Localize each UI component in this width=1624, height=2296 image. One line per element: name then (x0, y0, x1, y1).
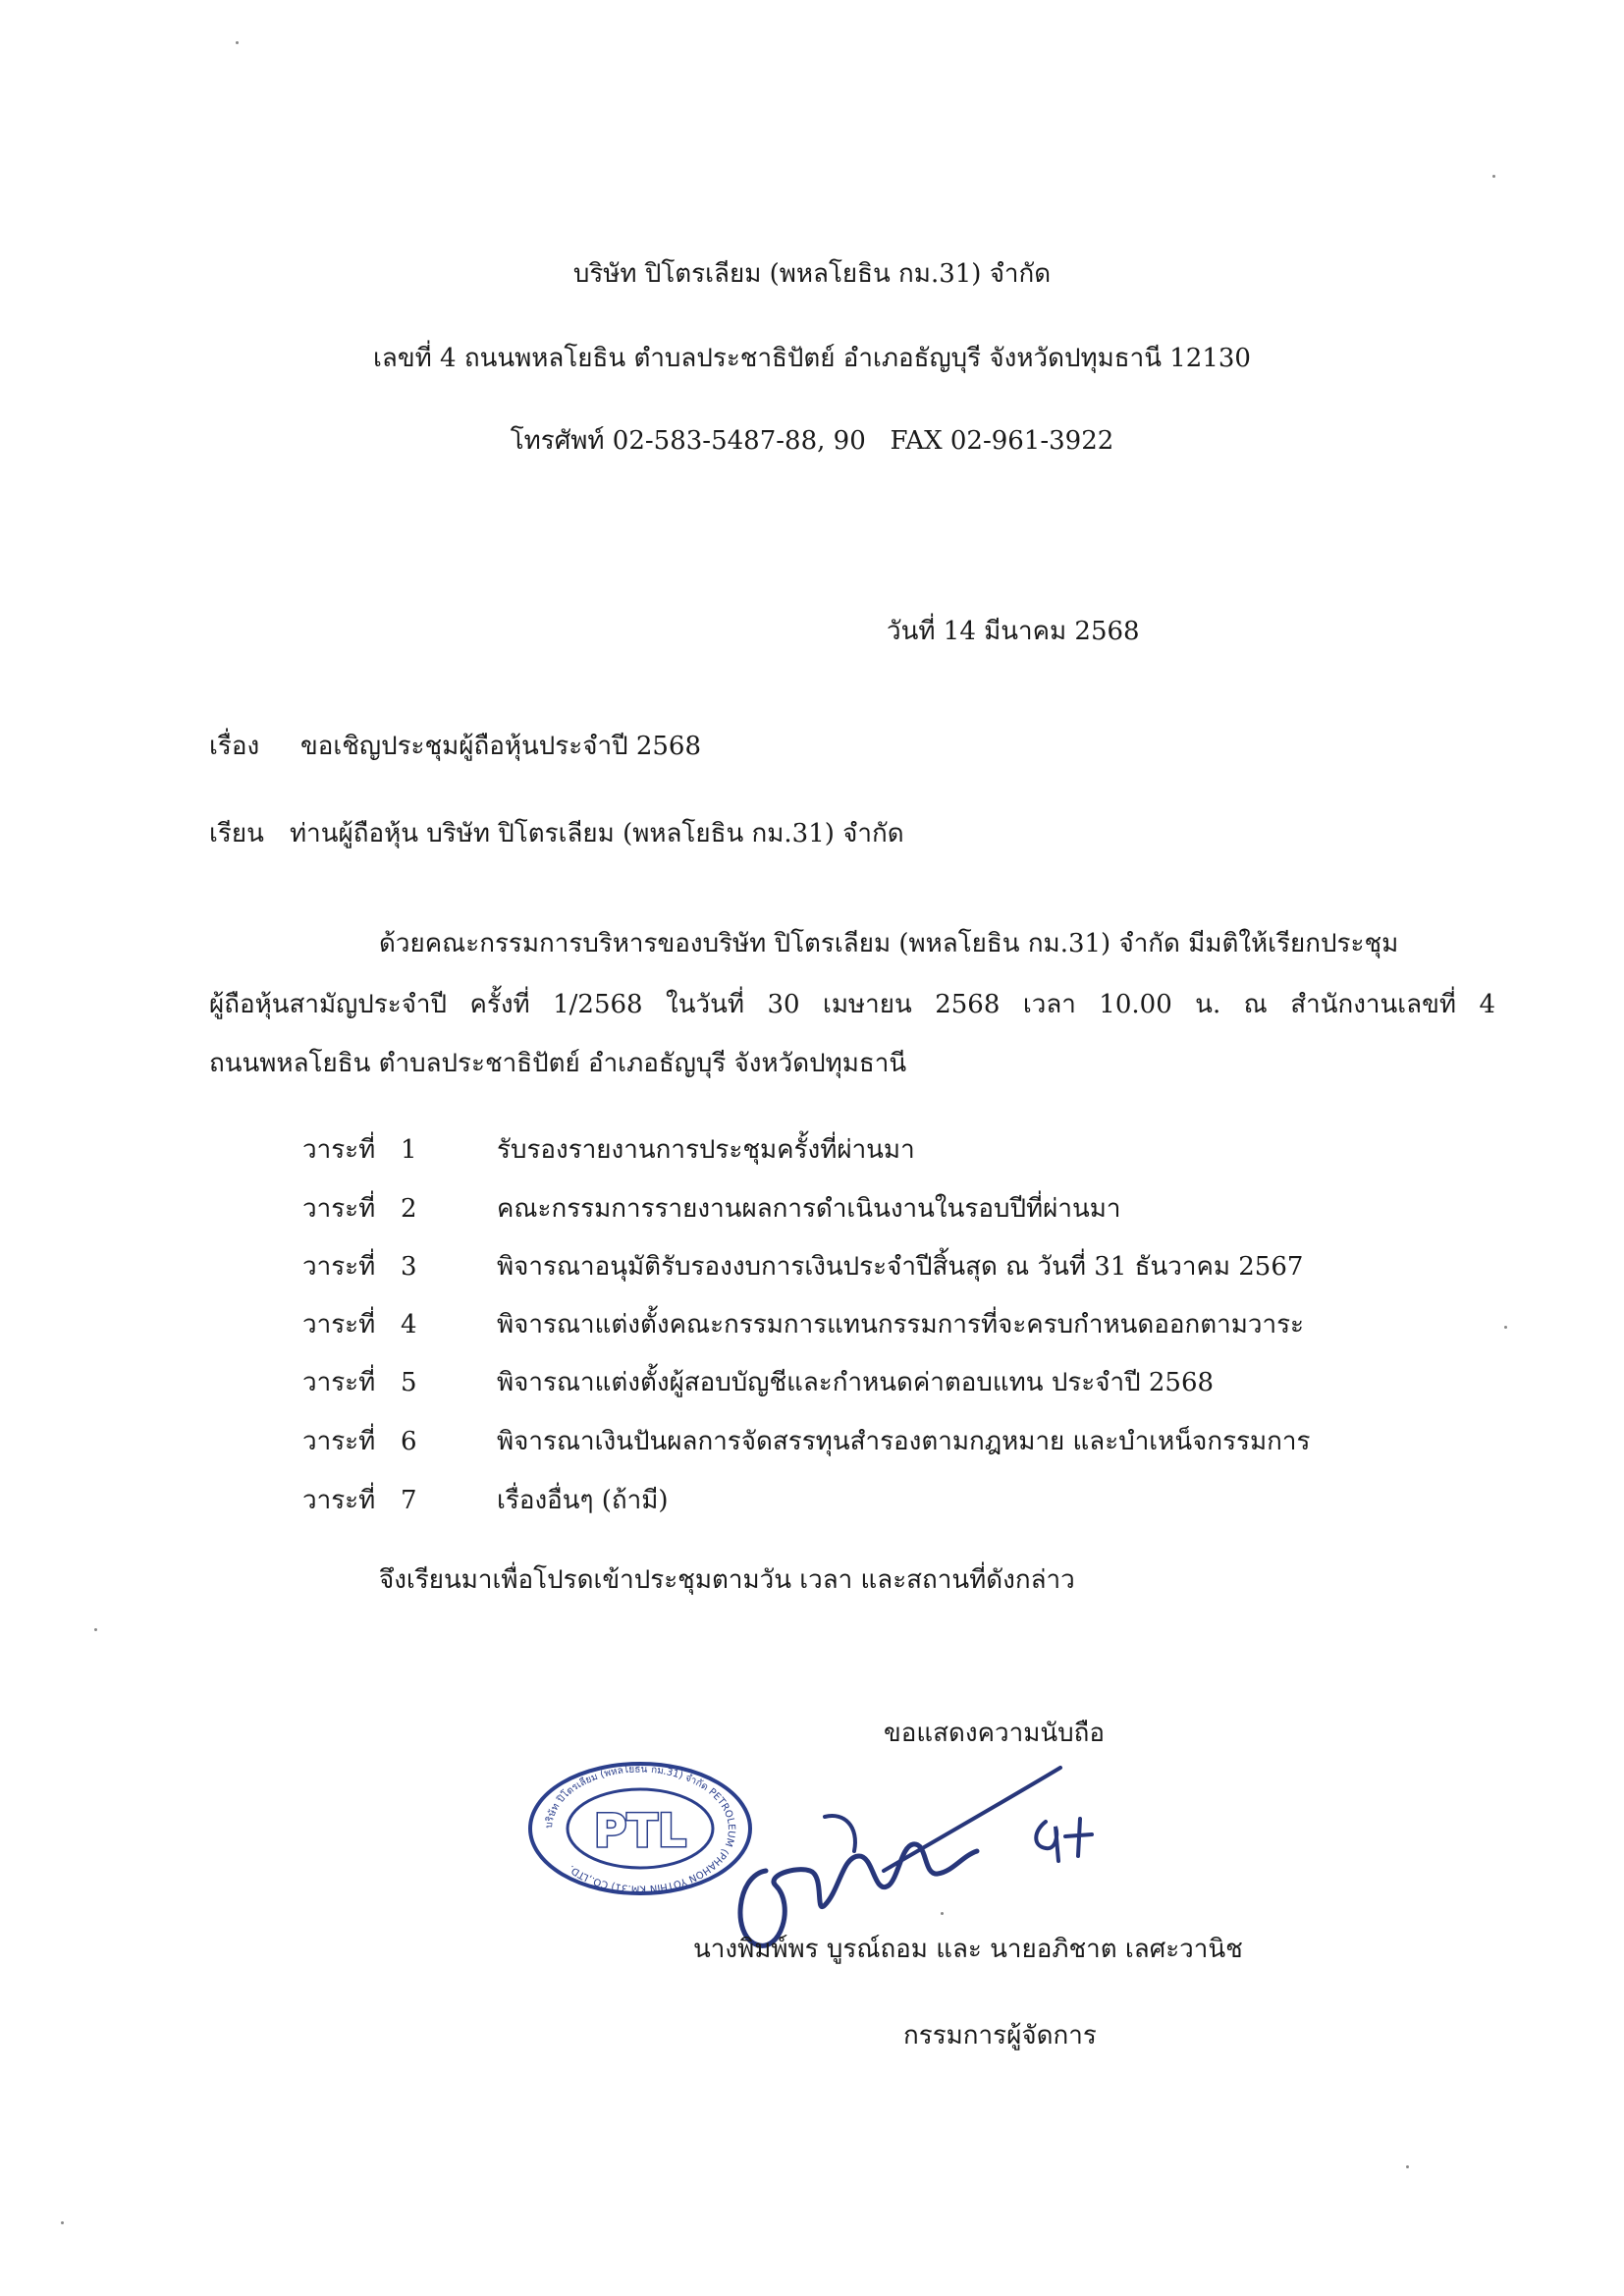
body-word: 10.00 (1099, 990, 1172, 1019)
agenda-label: วาระที่ (302, 1368, 376, 1397)
seal-ring-text: บริษัท ปิโตรเลียม (พหลโยธิน กม.31) จำกัด PETROLEUM (PHAHON YOTHIN KM.31) CO.,LTD. (543, 1764, 737, 1894)
agenda-label: วาระที่ (302, 1486, 376, 1515)
agenda-item (302, 1427, 1382, 1466)
agenda-item (302, 1486, 1382, 1525)
body-word: น. (1195, 990, 1221, 1019)
handwritten-signature (727, 1758, 1139, 1964)
signatory-names: นางพิมพ์พร บูรณ์ถอม และ นายอภิชาต เลศะวานิช (693, 1935, 1243, 1964)
body-line-1: ด้วยคณะกรรมการบริหารของบริษัท ปิโตรเลียม (พหลโยธิน กม.31) จำกัด มีมติให้เรียกประชุม (379, 929, 1399, 958)
body-word: เวลา (1022, 990, 1076, 1019)
subject-label: เรื่อง (209, 732, 260, 761)
agenda-label: วาระที่ (302, 1194, 376, 1224)
recipient-text: ท่านผู้ถือหุ้น บริษัท ปิโตรเลียม (พหลโยธิน กม.31) จำกัด (290, 819, 904, 848)
agenda-label: วาระที่ (302, 1310, 376, 1339)
closing-sentence: จึงเรียนมาเพื่อโปรดเข้าประชุมตามวัน เวลา และสถานที่ดังกล่าว (379, 1565, 1075, 1595)
agenda-text: พิจารณาอนุมัติรับรองงบการเงินประจำปีสิ้นสุด ณ วันที่ 31 ธันวาคม 2567 (497, 1252, 1304, 1282)
agenda-label: วาระที่ (302, 1427, 376, 1456)
body-word: 30 (767, 990, 800, 1019)
agenda-label: วาระที่ (302, 1135, 376, 1165)
recipient-label: เรียน (209, 819, 264, 848)
agenda-item (302, 1310, 1382, 1349)
company-name: บริษัท ปิโตรเลียม (พหลโยธิน กม.31) จำกัด (572, 259, 1052, 289)
body-word: เมษายน (823, 990, 912, 1019)
body-word: 2568 (935, 990, 1001, 1019)
scan-speck (61, 2221, 64, 2224)
agenda-text: พิจารณาแต่งตั้งผู้สอบบัญชีและกำหนดค่าตอบแทน ประจำปี 2568 (497, 1368, 1215, 1397)
regards: ขอแสดงความนับถือ (884, 1719, 1105, 1748)
seal-logo-text: PTL (593, 1804, 687, 1857)
scan-speck (1504, 1326, 1507, 1329)
agenda-item (302, 1194, 1382, 1233)
signature-stroke-second (1036, 1822, 1058, 1861)
signature-stroke-cross (1065, 1819, 1092, 1856)
letter-date: วันที่ 14 มีนาคม 2568 (887, 617, 1140, 646)
body-word: ผู้ถือหุ้นสามัญประจำปี (209, 990, 448, 1019)
agenda-number: 7 (401, 1486, 417, 1515)
agenda-text: พิจารณาเงินปันผลการจัดสรรทุนสำรองตามกฎหมาย และบำเหน็จกรรมการ (497, 1427, 1311, 1456)
scan-speck (236, 41, 239, 44)
body-line-3: ถนนพหลโยธิน ตำบลประชาธิปัตย์ อำเภอธัญบุรี จังหวัดปทุมธานี (209, 1049, 907, 1078)
body-line-2 (209, 990, 1495, 1020)
subject-text: ขอเชิญประชุมผู้ถือหุ้นประจำปี 2568 (300, 732, 702, 761)
body-word: 1/2568 (553, 990, 643, 1019)
scan-speck (1406, 2165, 1409, 2168)
body-word: สำนักงานเลขที่ (1290, 990, 1457, 1019)
company-seal-stamp (522, 1758, 758, 1900)
body-word: ในวันที่ (666, 990, 745, 1019)
agenda-item (302, 1252, 1382, 1291)
agenda-item (302, 1368, 1382, 1407)
body-word: ครั้งที่ (469, 990, 530, 1019)
agenda-text: รับรองรายงานการประชุมครั้งที่ผ่านมา (497, 1135, 915, 1165)
scan-speck (941, 1912, 944, 1915)
company-address: เลขที่ 4 ถนนพหลโยธิน ตำบลประชาธิปัตย์ อำเภอธัญบุรี จังหวัดปทุมธานี 12130 (373, 344, 1251, 373)
company-phone-fax: โทรศัพท์ 02-583-5487-88, 90 FAX 02-961-3922 (510, 426, 1114, 456)
agenda-number: 1 (401, 1135, 417, 1165)
agenda-item (302, 1135, 1382, 1175)
signature-stroke-main (740, 1844, 977, 1945)
agenda-text: เรื่องอื่นๆ (ถ้ามี) (497, 1486, 669, 1515)
agenda-text: พิจารณาแต่งตั้งคณะกรรมการแทนกรรมการที่จะครบกำหนดออกตามวาระ (497, 1310, 1305, 1339)
agenda-number: 6 (401, 1427, 417, 1456)
signatory-position: กรรมการผู้จัดการ (903, 2021, 1097, 2050)
agenda-number: 4 (401, 1310, 417, 1339)
body-word: 4 (1479, 990, 1495, 1019)
scan-speck (1492, 175, 1495, 178)
body-word: ณ (1243, 990, 1268, 1019)
scan-speck (94, 1628, 97, 1631)
agenda-text: คณะกรรมการรายงานผลการดำเนินงานในรอบปีที่ผ่านมา (497, 1194, 1121, 1224)
signature-stroke-hook (825, 1816, 855, 1851)
agenda-number: 5 (401, 1368, 417, 1397)
agenda-label: วาระที่ (302, 1252, 376, 1282)
agenda-number: 3 (401, 1252, 417, 1282)
agenda-number: 2 (401, 1194, 417, 1224)
